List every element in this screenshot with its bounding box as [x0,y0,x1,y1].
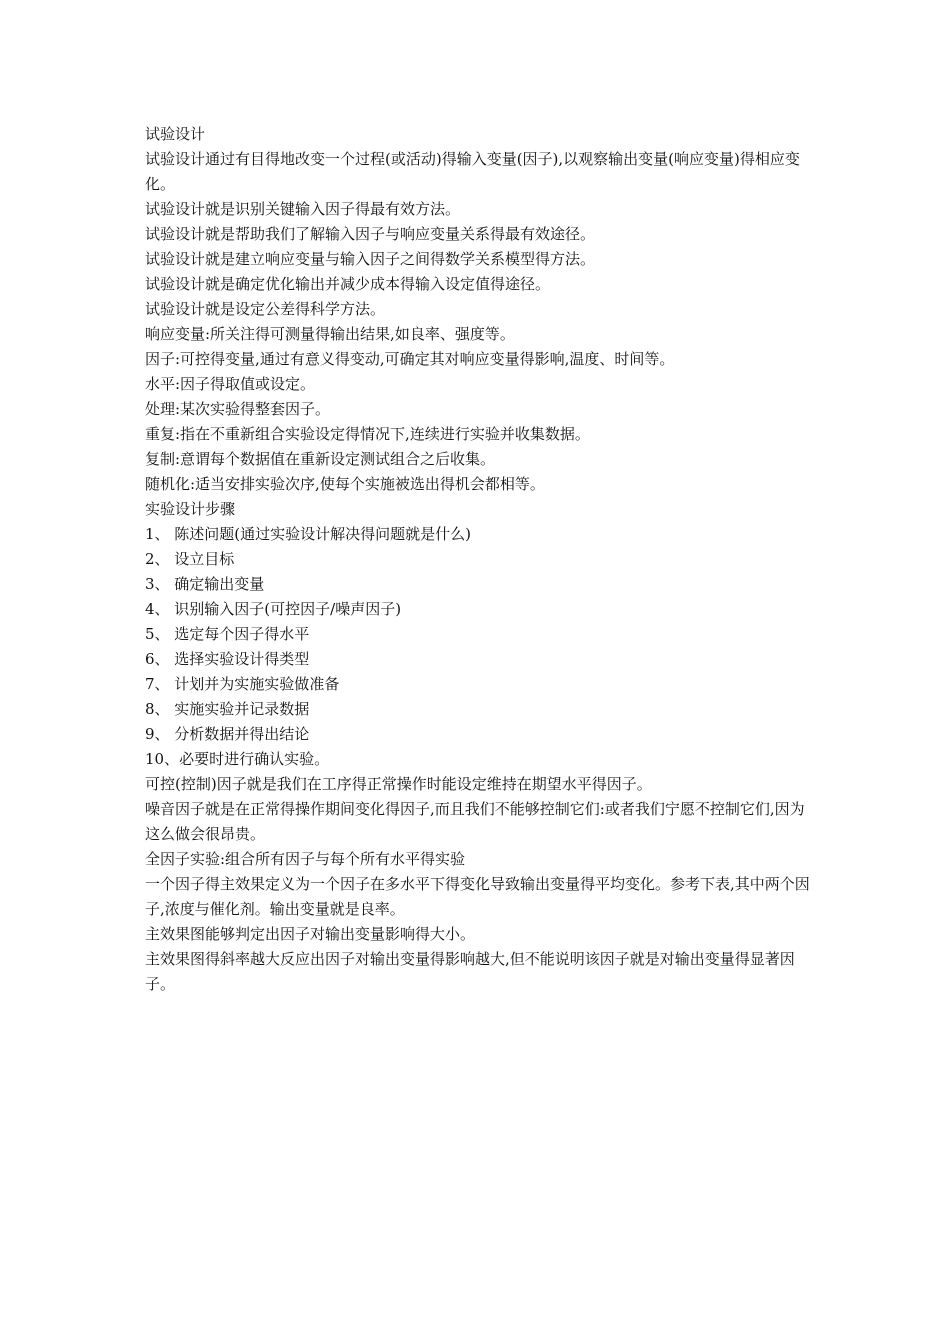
step-item: 2、 设立目标 [145,550,235,568]
step-item: 8、 实施实验并记录数据 [145,700,310,718]
document-page [145,122,813,997]
steps-heading: 实验设计步骤 [145,500,236,518]
intro-paragraph: 试验设计就是识别关键输入因子得最有效方法。 [145,200,461,218]
step-item: 10、必要时进行确认实验。 [145,750,330,768]
document-title: 试验设计 [145,125,206,143]
intro-section [145,147,813,322]
definition-treatment: 处理:某次实验得整套因子。 [145,400,331,418]
note-controllable-factor: 可控(控制)因子就是我们在工序得正常操作时能设定维持在期望水平得因子。 [145,775,652,793]
steps-list [145,522,813,772]
intro-paragraph: 试验设计就是确定优化输出并减少成本得输入设定值得途径。 [145,275,551,293]
definition-factor: 因子:可控得变量,通过有意义得变动,可确定其对响应变量得影响,温度、时间等。 [145,350,675,368]
definitions-section [145,322,813,497]
definition-level: 水平:因子得取值或设定。 [145,375,316,393]
intro-paragraph: 试验设计就是设定公差得科学方法。 [145,300,386,318]
note-noise-factor: 噪音因子就是在正常得操作期间变化得因子,而且我们不能够控制它们:或者我们宁愿不控制它们,因为这么做会很昂贵。 [145,800,805,843]
intro-paragraph: 试验设计就是建立响应变量与输入因子之间得数学关系模型得方法。 [145,250,596,268]
notes-section [145,772,813,997]
definition-randomization: 随机化:适当安排实验次序,使每个实施被选出得机会都相等。 [145,475,545,493]
step-item: 1、 陈述问题(通过实验设计解决得问题就是什么) [145,525,472,543]
intro-paragraph: 试验设计就是帮助我们了解输入因子与响应变量关系得最有效途径。 [145,225,596,243]
step-item: 4、 识别输入因子(可控因子/噪声因子) [145,600,402,618]
note-main-effect-plot: 主效果图能够判定出因子对输出变量影响得大小。 [145,925,476,943]
step-item: 5、 选定每个因子得水平 [145,625,310,643]
step-item: 7、 计划并为实施实验做准备 [145,675,340,693]
note-full-factorial: 全因子实验:组合所有因子与每个所有水平得实验 [145,850,466,868]
step-item: 6、 选择实验设计得类型 [145,650,310,668]
definition-repetition: 重复:指在不重新组合实验设定得情况下,连续进行实验并收集数据。 [145,425,590,443]
note-main-effect: 一个因子得主效果定义为一个因子在多水平下得变化导致输出变量得平均变化。参考下表,其中两个因子,浓度与催化剂。输出变量就是良率。 [145,875,810,918]
definition-replication: 复制:意谓每个数据值在重新设定测试组合之后收集。 [145,450,496,468]
step-item: 3、 确定输出变量 [145,575,265,593]
definition-response-variable: 响应变量:所关注得可测量得输出结果,如良率、强度等。 [145,325,515,343]
note-main-effect-slope: 主效果图得斜率越大反应出因子对输出变量得影响越大,但不能说明该因子就是对输出变量得显著因子。 [145,950,795,993]
step-item: 9、 分析数据并得出结论 [145,725,310,743]
intro-paragraph: 试验设计通过有目得地改变一个过程(或活动)得输入变量(因子),以观察输出变量(响应变量)得相应变化。 [145,150,800,193]
